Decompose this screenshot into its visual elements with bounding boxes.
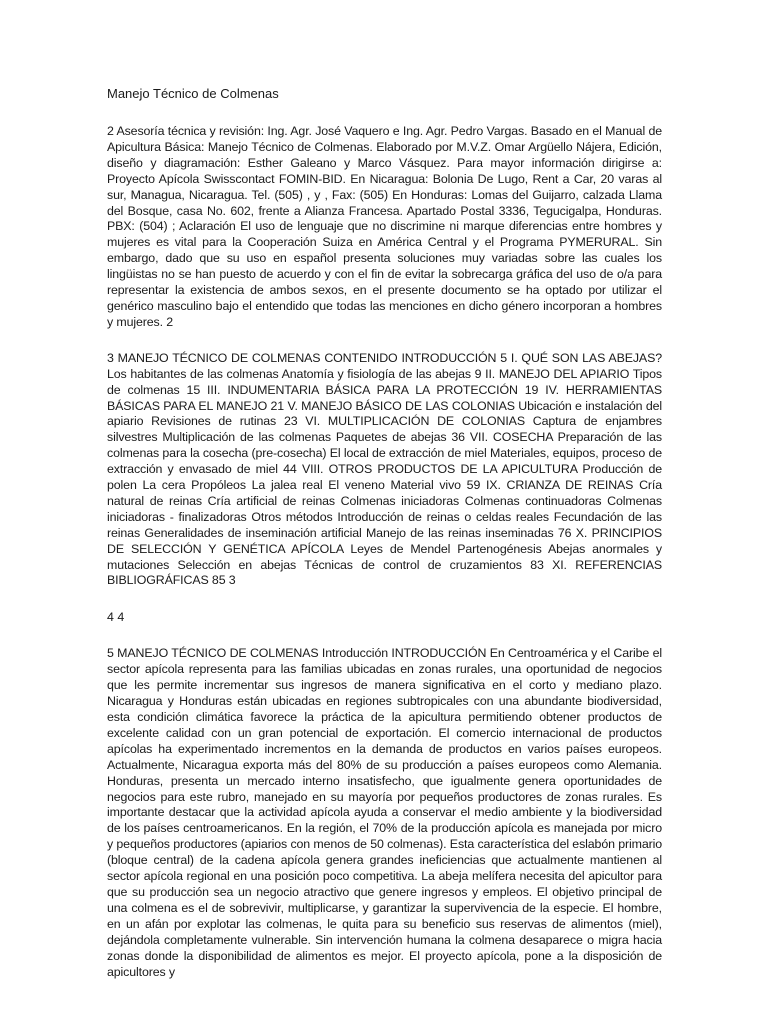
- page-4-marker: 4 4: [107, 610, 125, 625]
- page-2-paragraph: 2 Asesoría técnica y revisión: Ing. Agr. José Vaquero e Ing. Agr. Pedro Vargas. Basado en el Manual de Apicultura Básica: Manejo Técnico de Colmenas. Elaborado por M.V.Z. Omar Argüello Nájera, Edición, diseño y diagramación: Esther Galeano y Marco Vásquez. Para mayor información dirigirse a: Proyecto Apícola Swisscontact FOMIN-BID. En Nicaragua: Bolonia De Lugo, Rent a Car, 20 varas al sur, Managua, Nicaragua. Tel. (505) , y , Fax: (505) En Honduras: Lomas del Guijarro, calzada Llama del Bosque, casa No. 602, frente a Alianza Francesa. Apartado Postal 3336, Tegucigalpa, Honduras. PBX: (504) ; Aclaración El uso de lenguaje que no discrimine ni marque diferencias entre hombres y mujeres es vital para la Cooperación Suiza en América Central y el Programa PYMERURAL. Sin embargo, dado que su uso en español presenta soluciones muy variadas sobre las cuales los lingüistas no se han puesto de acuerdo y con el fin de evitar la sobrecarga gráfica del uso de o/a para representar la existencia de ambos sexos, en el presente documento se ha optado por utilizar el genérico masculino bajo el entendido que todas las menciones en dicho género incorporan a hombres y mujeres. 2: [107, 124, 662, 329]
- introduction-paragraph: 5 MANEJO TÉCNICO DE COLMENAS Introducción INTRODUCCIÓN En Centroamérica y el Caribe el sector apícola representa para las familias ubicadas en zonas rurales, una oportunidad de negocios que les permite incrementar sus ingresos de manera significativa en el corto y mediano plazo. Nicaragua y Honduras están ubicadas en regiones subtropicales con una abundante biodiversidad, esta condición climática favorece la práctica de la apicultura permitiendo obtener productos de excelente calidad con un gran potencial de exportación. El comercio internacional de productos apícolas ha experimentado incrementos en la demanda de productos en varios países europeos. Actualmente, Nicaragua exporta más del 80% de su producción a países europeos como Alemania. Honduras, presenta un mercado interno insatisfecho, que igualmente genera oportunidades de negocios para este rubro, manejado en su mayoría por pequeños productores de zonas rurales. Es importante destacar que la actividad apícola ayuda a conservar el medio ambiente y la biodiversidad de los países centroamericanos. En la región, el 70% de la producción apícola es manejada por micro y pequeños productores (apiarios con menos de 50 colmenas). Esta característica del eslabón primario (bloque central) de la cadena apícola genera grandes ineficiencias que actualmente mantienen al sector apícola regional en una posición poco competitiva. La abeja melífera necesita del apicultor para que su producción sea un negocio atractivo que genere ingresos y empleos. El objetivo principal de una colmena es el de sobrevivir, multiplicarse, y garantizar la supervivencia de la especie. El hombre, en un afán por explotar las colmenas, le quita para su beneficio sus reservas de alimentos (miel), dejándola completamente vulnerable. Sin intervención humana la colmena desaparece o migra hacia zonas donde la disponibilidad de alimentos es mejor. El proyecto apícola, pone a la disposición de apicultores y: [107, 646, 662, 979]
- document-title: Manejo Técnico de Colmenas: [107, 86, 279, 101]
- document-page: [107, 86, 662, 1000]
- table-of-contents-paragraph: 3 MANEJO TÉCNICO DE COLMENAS CONTENIDO INTRODUCCIÓN 5 I. QUÉ SON LAS ABEJAS? Los habitantes de las colmenas Anatomía y fisiología de las abejas 9 II. MANEJO DEL APIARIO Tipos de colmenas 15 III. INDUMENTARIA BÁSICA PARA LA PROTECCIÓN 19 IV. HERRAMIENTAS BÁSICAS PARA EL MANEJO 21 V. MANEJO BÁSICO DE LAS COLONIAS Ubicación e instalación del apiario Revisiones de rutinas 23 VI. MULTIPLICACIÓN DE COLONIAS Captura de enjambres silvestres Multiplicación de las colmenas Paquetes de abejas 36 VII. COSECHA Preparación de las colmenas para la cosecha (pre-cosecha) El local de extracción de miel Materiales, equipos, proceso de extracción y envasado de miel 44 VIII. OTROS PRODUCTOS DE LA APICULTURA Producción de polen La cera Propóleos La jalea real El veneno Material vivo 59 IX. CRIANZA DE REINAS Cría natural de reinas Cría artificial de reinas Colmenas iniciadoras Colmenas continuadoras Colmenas iniciadoras - finalizadoras Otros métodos Introducción de reinas o celdas reales Fecundación de las reinas Generalidades de inseminación artificial Manejo de las reinas inseminadas 76 X. PRINCIPIOS DE SELECCIÓN Y GENÉTICA APÍCOLA Leyes de Mendel Partenogénesis Abejas anormales y mutaciones Selección en abejas Técnicas de control de cruzamientos 83 XI. REFERENCIAS BIBLIOGRÁFICAS 85 3: [107, 350, 662, 588]
